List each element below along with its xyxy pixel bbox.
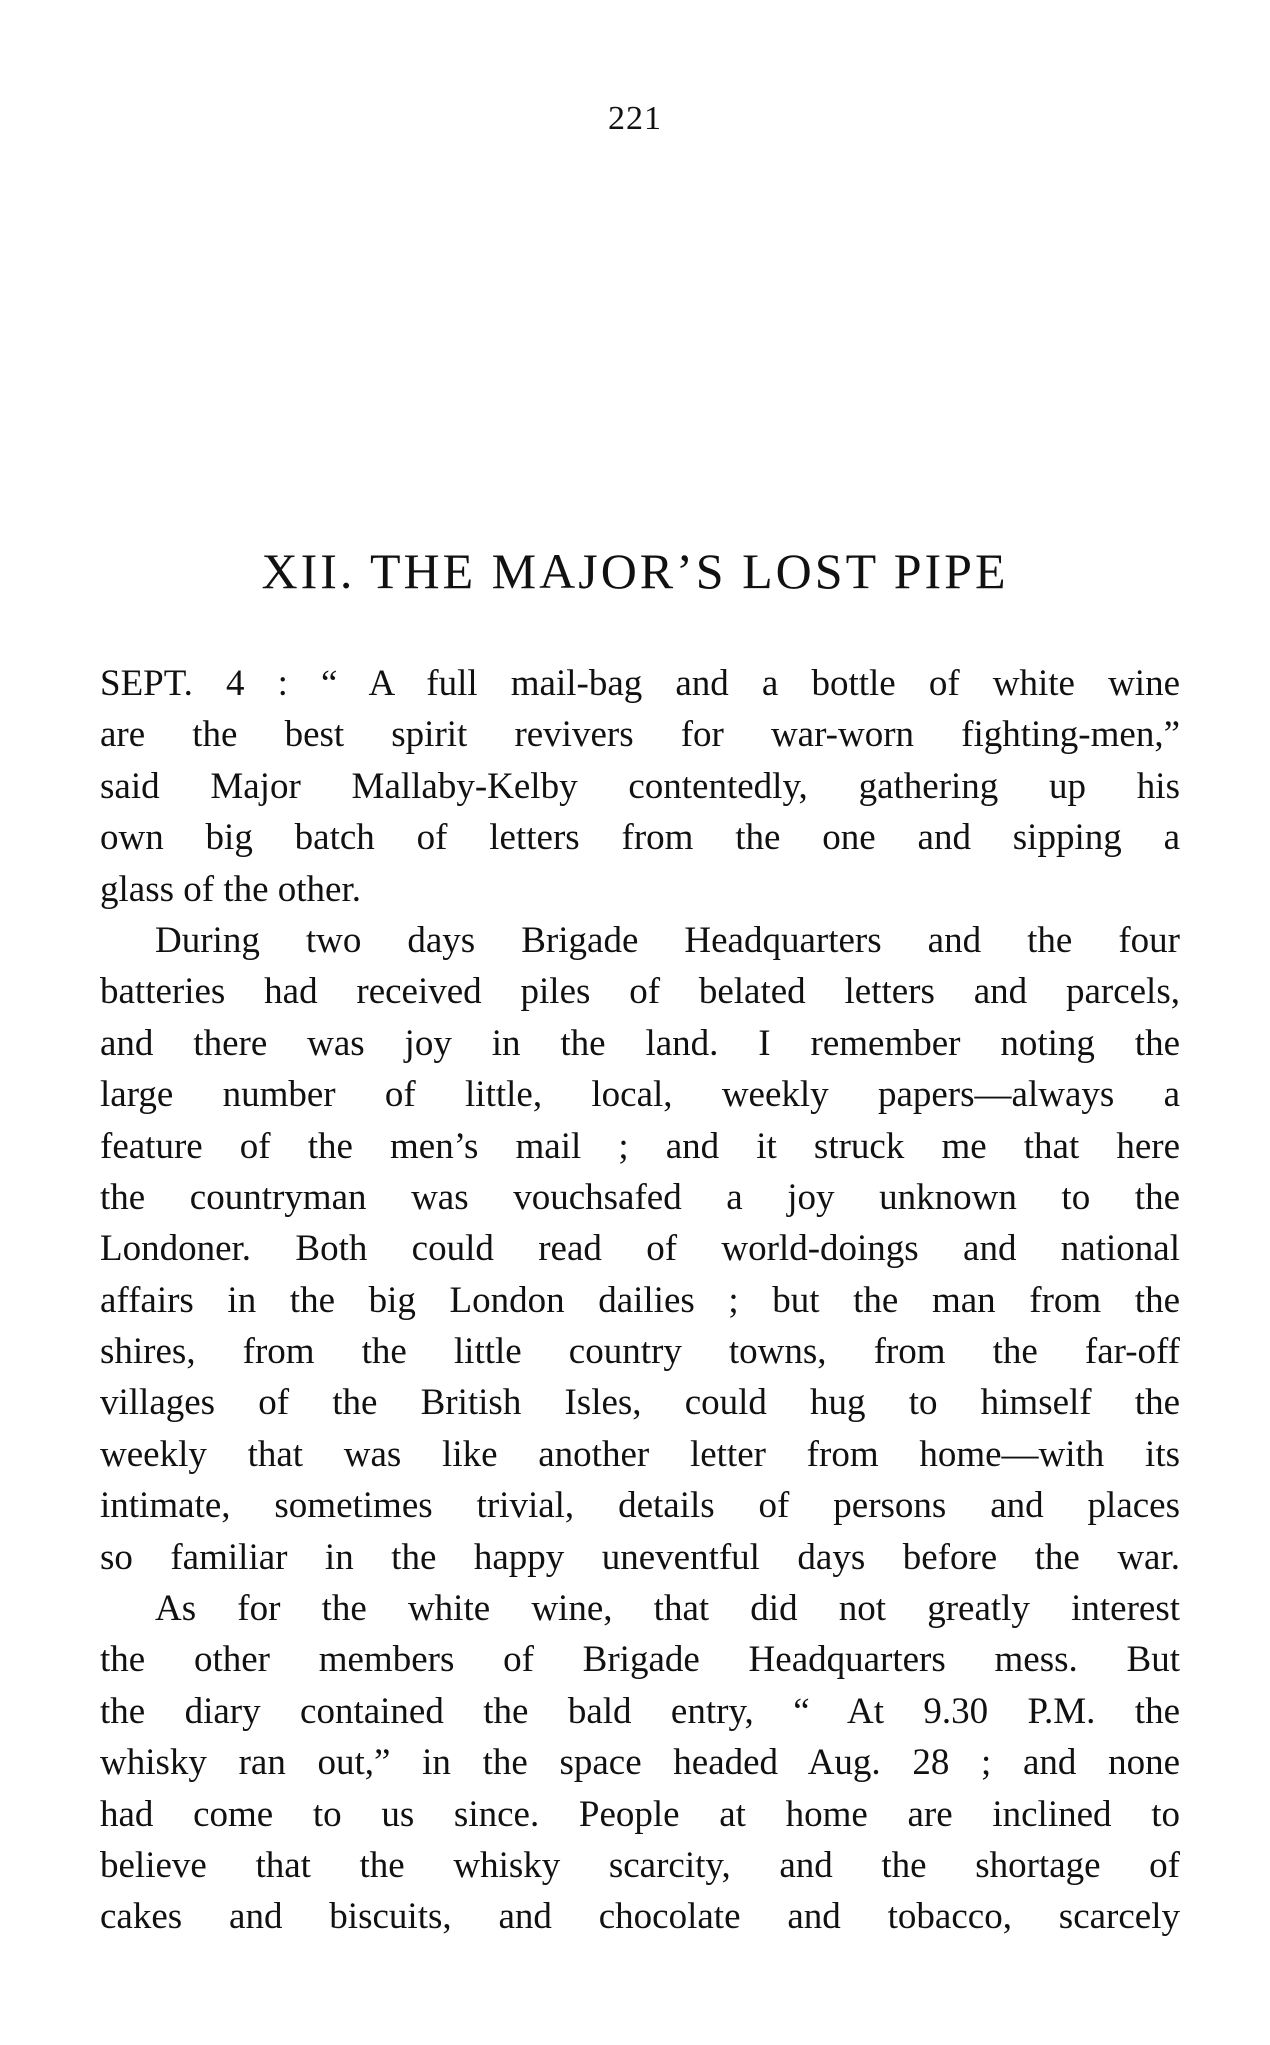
text-line: whisky ran out,” in the space headed Aug. 28 ; and none [100, 1742, 1180, 1784]
text-line: batteries had received piles of belated letters and parcels, [100, 971, 1180, 1013]
text-line: SEPT. 4 : “ A full mail-bag and a bottle of white wine [100, 663, 1180, 704]
text-line: intimate, sometimes trivial, details of persons and places [100, 1485, 1180, 1527]
text-line: the countryman was vouchsafed a joy unknown to the [100, 1176, 1180, 1218]
paragraph-2 [100, 915, 1180, 1583]
text-line: As for the white wine, that did not greatly interest [155, 1588, 1180, 1630]
text-line: had come to us since. People at home are inclined to [100, 1793, 1180, 1835]
text-line: believe that the whisky scarcity, and the shortage of [100, 1844, 1180, 1886]
text-line: affairs in the big London dailies ; but the man from the [100, 1279, 1180, 1321]
text-line: are the best spirit revivers for war-worn fighting-men,” [100, 714, 1180, 756]
body-text [100, 658, 1180, 1943]
text-line: glass of the other. [100, 868, 362, 910]
text-line: the diary contained the bald entry, “ At 9.30 P.M. the [100, 1690, 1180, 1732]
text-line: so familiar in the happy uneventful days before the war. [100, 1536, 1180, 1578]
text-line: weekly that was like another letter from home—with its [100, 1433, 1180, 1475]
text-line: villages of the British Isles, could hug to himself the [100, 1382, 1180, 1424]
text-line: Londoner. Both could read of world-doings and national [100, 1228, 1180, 1270]
text-line: the other members of Brigade Headquarters mess. But [100, 1639, 1180, 1681]
page-number: 221 [608, 100, 662, 137]
text-line: large number of little, local, weekly papers—always a [100, 1074, 1180, 1116]
text-line: own big batch of letters from the one and sipping a [100, 817, 1180, 859]
text-line: During two days Brigade Headquarters and the four [155, 919, 1180, 961]
paragraph-3 [100, 1583, 1180, 1943]
text-line: feature of the men’s mail ; and it struck me that here [100, 1125, 1180, 1167]
text-line: cakes and biscuits, and chocolate and tobacco, scarcely [100, 1896, 1180, 1938]
text-line: shires, from the little country towns, from the far-off [100, 1331, 1180, 1373]
text-line: said Major Mallaby-Kelby contentedly, gathering up his [100, 765, 1180, 807]
chapter-title: XII. THE MAJOR’S LOST PIPE [261, 543, 1009, 599]
text-line: and there was joy in the land. I remember noting the [100, 1022, 1180, 1064]
paragraph-1 [100, 658, 1180, 915]
